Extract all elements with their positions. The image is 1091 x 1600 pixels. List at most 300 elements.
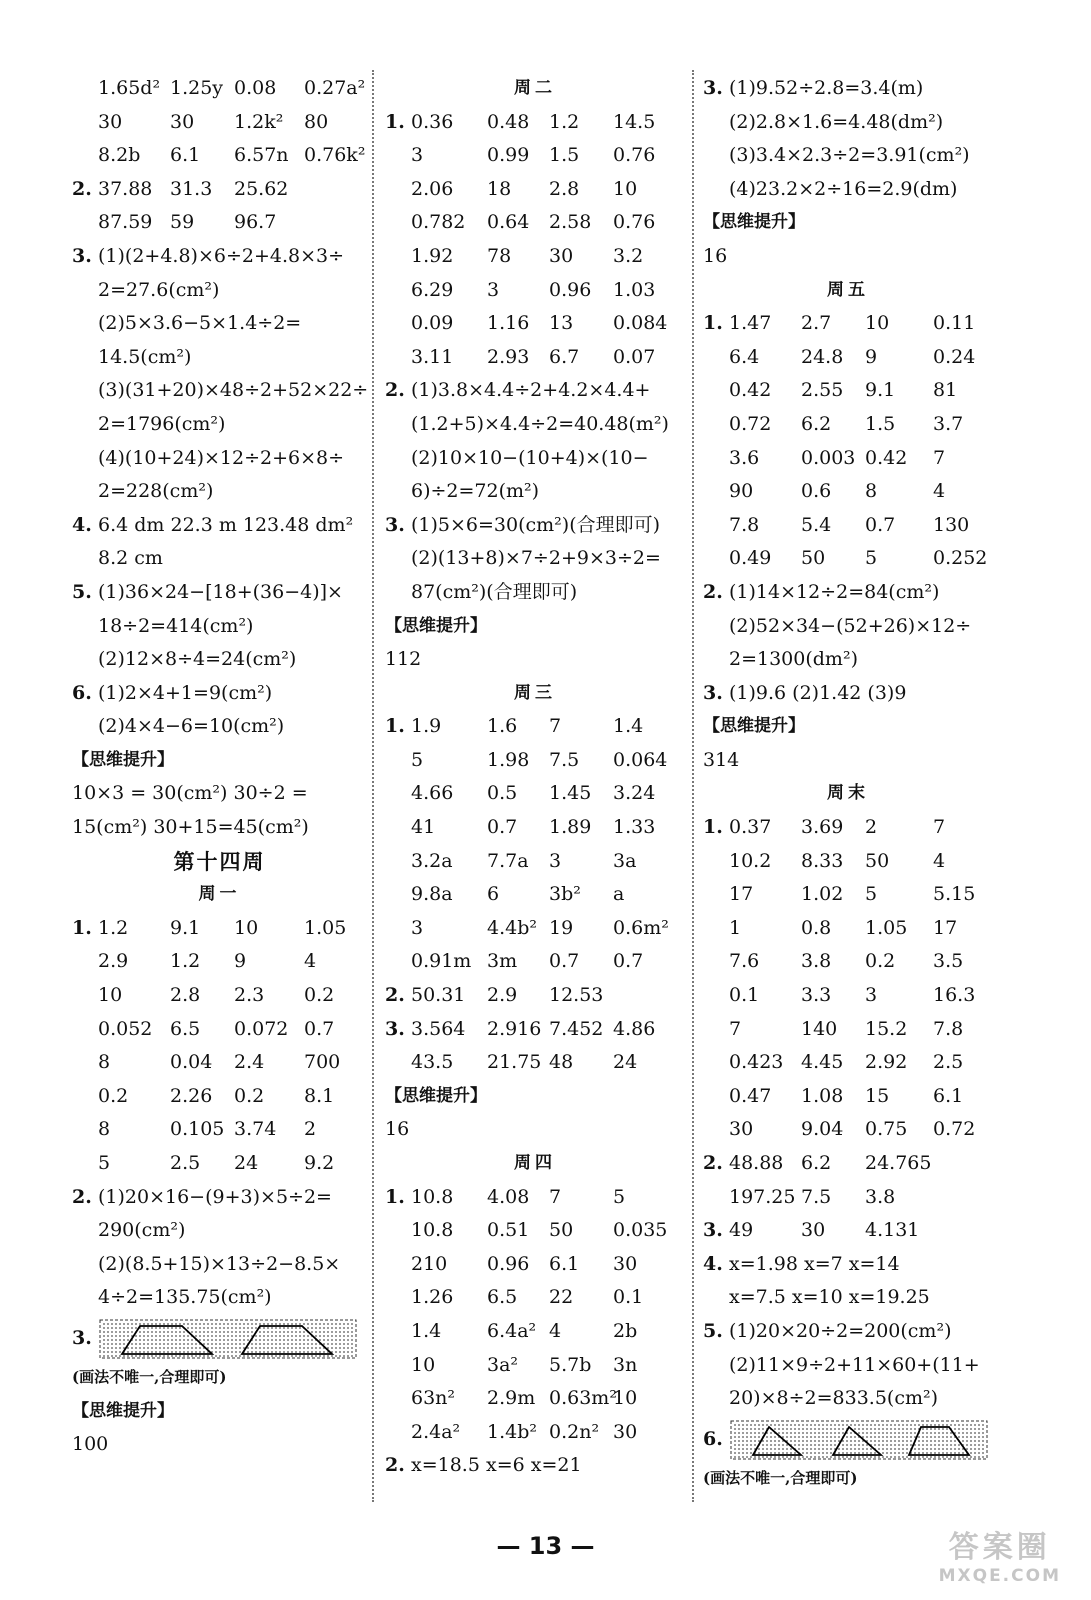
grid-dot bbox=[175, 1347, 177, 1349]
grid-dot bbox=[894, 1444, 896, 1446]
grid-dot bbox=[918, 1444, 920, 1446]
grid-dot bbox=[103, 1327, 105, 1329]
grid-dot bbox=[311, 1327, 313, 1329]
answer-cell: 0.064 bbox=[613, 748, 668, 771]
grid-dot bbox=[215, 1327, 217, 1329]
grid-dot bbox=[295, 1351, 297, 1353]
grid-dot bbox=[914, 1456, 916, 1458]
grid-dot bbox=[966, 1444, 968, 1446]
answer-cell: 2.06 bbox=[411, 177, 454, 200]
answer-text: x=18.5 x=6 x=21 bbox=[411, 1454, 582, 1477]
answer-cell: 22 bbox=[549, 1286, 574, 1309]
grid-dot bbox=[167, 1323, 169, 1325]
grid-dot bbox=[830, 1452, 832, 1454]
answer-row bbox=[703, 408, 993, 442]
grid-dot bbox=[838, 1456, 840, 1458]
grid-dot bbox=[902, 1452, 904, 1454]
answer-cell: 30 bbox=[613, 1252, 638, 1275]
answer-cell: 0.7 bbox=[865, 513, 896, 536]
answer-text: (1)3.8×4.4÷2+4.2×4.4+ bbox=[411, 379, 651, 402]
grid-dot bbox=[339, 1335, 341, 1337]
grid-dot bbox=[227, 1335, 229, 1337]
grid-dot bbox=[786, 1424, 788, 1426]
grid-dot bbox=[123, 1323, 125, 1325]
grid-dot bbox=[167, 1327, 169, 1329]
grid-dot bbox=[227, 1351, 229, 1353]
grid-dot bbox=[255, 1351, 257, 1353]
grid-dot bbox=[195, 1327, 197, 1329]
grid-dot bbox=[243, 1355, 245, 1357]
grid-dot bbox=[842, 1452, 844, 1454]
grid-dot bbox=[862, 1456, 864, 1458]
grid-dot bbox=[826, 1432, 828, 1434]
grid-dot bbox=[287, 1355, 289, 1357]
grid-dot bbox=[954, 1448, 956, 1450]
grid-dot bbox=[858, 1424, 860, 1426]
grid-dot bbox=[139, 1343, 141, 1345]
grid-dot bbox=[219, 1335, 221, 1337]
grid-dot bbox=[183, 1323, 185, 1325]
page-number: — 13 — bbox=[496, 1532, 595, 1560]
grid-dot bbox=[898, 1436, 900, 1438]
grid-dot bbox=[958, 1436, 960, 1438]
answer-cell: 0.76k² bbox=[304, 144, 366, 167]
grid-dot bbox=[315, 1323, 317, 1325]
grid-dot bbox=[271, 1347, 273, 1349]
answer-cell: 3.2 bbox=[613, 244, 644, 267]
grid-dot bbox=[942, 1432, 944, 1434]
grid-dot bbox=[758, 1436, 760, 1438]
grid-dot bbox=[798, 1444, 800, 1446]
answer-cell: 5 bbox=[865, 883, 878, 906]
grid-dot bbox=[235, 1331, 237, 1333]
answer-cell: 0.37 bbox=[729, 816, 772, 839]
grid-dot bbox=[822, 1424, 824, 1426]
grid-dot bbox=[890, 1456, 892, 1458]
grid-dot bbox=[794, 1424, 796, 1426]
grid-dot bbox=[898, 1424, 900, 1426]
grid-dot bbox=[950, 1448, 952, 1450]
answer-row bbox=[703, 442, 993, 476]
grid-dot bbox=[335, 1339, 337, 1341]
triangle-shape bbox=[753, 1427, 801, 1455]
grid-dot bbox=[918, 1436, 920, 1438]
grid-dot bbox=[115, 1343, 117, 1345]
grid-dot bbox=[155, 1331, 157, 1333]
grid-dot bbox=[734, 1436, 736, 1438]
grid-dot bbox=[938, 1440, 940, 1442]
grid-dot bbox=[259, 1323, 261, 1325]
answer-cell: 3a bbox=[613, 849, 637, 872]
grid-dot bbox=[319, 1335, 321, 1337]
answer-cell: 7.452 bbox=[549, 1017, 604, 1040]
answer-cell: 2.3 bbox=[234, 984, 265, 1007]
grid-dot bbox=[790, 1424, 792, 1426]
grid-dot bbox=[287, 1323, 289, 1325]
grid-dot bbox=[335, 1323, 337, 1325]
grid-dot bbox=[746, 1440, 748, 1442]
answer-cell: 16.3 bbox=[933, 984, 976, 1007]
answer-cell: 15 bbox=[865, 1084, 890, 1107]
answer-cell: 3.564 bbox=[411, 1017, 466, 1040]
grid-dot bbox=[227, 1343, 229, 1345]
grid-dot bbox=[331, 1343, 333, 1345]
grid-dot bbox=[219, 1339, 221, 1341]
grid-dot bbox=[870, 1424, 872, 1426]
grid-dot bbox=[195, 1323, 197, 1325]
grid-dot bbox=[135, 1351, 137, 1353]
grid-dot bbox=[223, 1331, 225, 1333]
answer-cell: 50.31 bbox=[411, 984, 466, 1007]
grid-dot bbox=[886, 1448, 888, 1450]
answer-cell: 6.29 bbox=[411, 278, 454, 301]
grid-dot bbox=[251, 1331, 253, 1333]
grid-dot bbox=[978, 1456, 980, 1458]
answer-line: 10×3 = 30(cm²) 30÷2 = bbox=[72, 782, 308, 805]
answer-line bbox=[72, 1181, 367, 1215]
grid-dot bbox=[323, 1343, 325, 1345]
grid-dot bbox=[163, 1347, 165, 1349]
answer-cell: 0.27a² bbox=[304, 77, 366, 99]
grid-dot bbox=[906, 1440, 908, 1442]
grid-dot bbox=[199, 1347, 201, 1349]
grid-dot bbox=[283, 1331, 285, 1333]
grid-dot bbox=[323, 1339, 325, 1341]
grid-dot bbox=[914, 1448, 916, 1450]
grid-dot bbox=[255, 1339, 257, 1341]
grid-dot bbox=[922, 1428, 924, 1430]
grid-dot bbox=[882, 1428, 884, 1430]
grid-dot bbox=[970, 1424, 972, 1426]
answer-row bbox=[703, 509, 993, 543]
grid-dot bbox=[191, 1331, 193, 1333]
grid-dot bbox=[878, 1440, 880, 1442]
answer-row bbox=[72, 139, 367, 173]
grid-dot bbox=[742, 1444, 744, 1446]
grid-dot bbox=[886, 1456, 888, 1458]
grid-dot bbox=[918, 1456, 920, 1458]
grid-dot bbox=[151, 1335, 153, 1337]
grid-dot bbox=[746, 1424, 748, 1426]
answer-cell: 9.1 bbox=[170, 916, 201, 939]
answer-cell: 0.08 bbox=[234, 77, 277, 99]
grid-dot bbox=[826, 1428, 828, 1430]
grid-dot bbox=[295, 1347, 297, 1349]
grid-dot bbox=[886, 1452, 888, 1454]
grid-dot bbox=[263, 1343, 265, 1345]
grid-dot bbox=[982, 1448, 984, 1450]
answer-cell: 1.47 bbox=[729, 312, 772, 335]
grid-dot bbox=[319, 1331, 321, 1333]
grid-dot bbox=[846, 1444, 848, 1446]
grid-dot bbox=[111, 1327, 113, 1329]
grid-dot bbox=[746, 1436, 748, 1438]
grid-dot bbox=[934, 1448, 936, 1450]
grid-dot bbox=[215, 1339, 217, 1341]
grid-dot bbox=[211, 1327, 213, 1329]
grid-dot bbox=[143, 1339, 145, 1341]
grid-dot bbox=[862, 1448, 864, 1450]
answer-line bbox=[72, 374, 367, 408]
answer-cell: 49 bbox=[729, 1219, 754, 1242]
grid-dot bbox=[267, 1327, 269, 1329]
grid-dot bbox=[271, 1331, 273, 1333]
grid-dot bbox=[351, 1335, 353, 1337]
answer-cell: 9.2 bbox=[304, 1152, 335, 1174]
grid-dot bbox=[327, 1355, 329, 1357]
grid-dot bbox=[135, 1343, 137, 1345]
section-label: 【思维提升】 bbox=[703, 212, 805, 233]
grid-dot bbox=[295, 1355, 297, 1357]
answer-text: 4÷2=135.75(cm²) bbox=[98, 1286, 272, 1309]
grid-dot bbox=[143, 1355, 145, 1357]
grid-dot bbox=[195, 1351, 197, 1353]
grid-dot bbox=[810, 1432, 812, 1434]
dot-grid-figure bbox=[98, 1318, 358, 1360]
grid-dot bbox=[930, 1436, 932, 1438]
grid-dot bbox=[798, 1456, 800, 1458]
answer-cell: 48 bbox=[549, 1051, 574, 1074]
grid-dot bbox=[758, 1424, 760, 1426]
answer-line bbox=[703, 1382, 993, 1416]
answer-cell: 0.1 bbox=[729, 984, 760, 1007]
grid-dot bbox=[890, 1448, 892, 1450]
grid-dot bbox=[742, 1456, 744, 1458]
answer-cell: 2.916 bbox=[487, 1017, 542, 1040]
answer-cell: 210 bbox=[411, 1252, 448, 1275]
answer-cell: 50 bbox=[801, 547, 826, 570]
grid-dot bbox=[886, 1436, 888, 1438]
grid-dot bbox=[778, 1448, 780, 1450]
grid-dot bbox=[331, 1339, 333, 1341]
grid-dot bbox=[351, 1343, 353, 1345]
grid-dot bbox=[127, 1323, 129, 1325]
grid-dot bbox=[870, 1432, 872, 1434]
answer-cell: 0.7 bbox=[549, 950, 580, 973]
grid-dot bbox=[966, 1440, 968, 1442]
grid-dot bbox=[299, 1355, 301, 1357]
answer-cell: 3 bbox=[411, 144, 424, 167]
grid-dot bbox=[922, 1436, 924, 1438]
question-number: 5. bbox=[703, 1319, 723, 1342]
question-number: 1. bbox=[385, 1185, 405, 1208]
grid-dot bbox=[974, 1436, 976, 1438]
grid-dot bbox=[946, 1424, 948, 1426]
answer-row bbox=[385, 777, 685, 811]
grid-dot bbox=[886, 1428, 888, 1430]
grid-dot bbox=[147, 1351, 149, 1353]
grid-dot bbox=[742, 1428, 744, 1430]
grid-dot bbox=[734, 1444, 736, 1446]
grid-dot bbox=[794, 1432, 796, 1434]
grid-dot bbox=[343, 1339, 345, 1341]
answer-text: 2=1300(dm²) bbox=[729, 648, 858, 671]
answer-row bbox=[72, 173, 367, 207]
answer-line bbox=[703, 1315, 993, 1349]
grid-dot bbox=[207, 1323, 209, 1325]
grid-dot bbox=[343, 1355, 345, 1357]
answer-row bbox=[703, 307, 993, 341]
question-number: 6. bbox=[703, 1427, 723, 1450]
answer-cell: 2b bbox=[613, 1319, 638, 1342]
answer-text: 14.5(cm²) bbox=[98, 345, 192, 368]
answer-cell: 8 bbox=[98, 1118, 111, 1141]
grid-dot bbox=[738, 1456, 740, 1458]
grid-dot bbox=[199, 1335, 201, 1337]
answer-text: x=7.5 x=10 x=19.25 bbox=[729, 1286, 930, 1309]
grid-dot bbox=[798, 1432, 800, 1434]
question-number: 3. bbox=[703, 1219, 723, 1242]
grid-dot bbox=[159, 1343, 161, 1345]
answer-cell: 10 bbox=[234, 916, 259, 939]
grid-dot bbox=[822, 1444, 824, 1446]
grid-dot bbox=[854, 1444, 856, 1446]
grid-dot bbox=[766, 1436, 768, 1438]
grid-dot bbox=[734, 1452, 736, 1454]
grid-dot bbox=[303, 1339, 305, 1341]
answer-row bbox=[385, 845, 685, 879]
grid-dot bbox=[738, 1448, 740, 1450]
grid-dot bbox=[946, 1432, 948, 1434]
answer-cell: 2.9 bbox=[487, 984, 518, 1007]
grid-dot bbox=[151, 1355, 153, 1357]
grid-dot bbox=[139, 1323, 141, 1325]
grid-dot bbox=[335, 1351, 337, 1353]
grid-dot bbox=[962, 1452, 964, 1454]
grid-dot bbox=[874, 1428, 876, 1430]
answer-cell: 1.03 bbox=[613, 278, 656, 301]
grid-dot bbox=[279, 1335, 281, 1337]
grid-dot bbox=[199, 1327, 201, 1329]
grid-dot bbox=[958, 1448, 960, 1450]
grid-dot bbox=[211, 1347, 213, 1349]
grid-dot bbox=[195, 1343, 197, 1345]
answer-cell: 25.62 bbox=[234, 177, 289, 200]
answer-cell: 10.8 bbox=[411, 1185, 454, 1208]
answer-line bbox=[72, 1315, 367, 1361]
grid-dot bbox=[814, 1448, 816, 1450]
triangle-shape bbox=[833, 1427, 881, 1455]
grid-dot bbox=[786, 1432, 788, 1434]
grid-dot bbox=[742, 1432, 744, 1434]
grid-dot bbox=[922, 1432, 924, 1434]
grid-dot bbox=[279, 1351, 281, 1353]
grid-dot bbox=[175, 1355, 177, 1357]
answer-cell: 2 bbox=[865, 816, 878, 839]
answer-cell: 1.33 bbox=[613, 816, 656, 839]
grid-dot bbox=[183, 1339, 185, 1341]
answer-cell: 15.2 bbox=[865, 1017, 908, 1040]
grid-dot bbox=[870, 1428, 872, 1430]
answer-line bbox=[72, 610, 367, 644]
grid-dot bbox=[906, 1452, 908, 1454]
answer-cell: 4 bbox=[933, 480, 946, 503]
answer-cell: 1.45 bbox=[549, 782, 592, 805]
answer-cell: 6.1 bbox=[170, 144, 201, 167]
grid-dot bbox=[207, 1335, 209, 1337]
grid-dot bbox=[115, 1339, 117, 1341]
answer-row bbox=[72, 1147, 367, 1181]
grid-dot bbox=[323, 1355, 325, 1357]
grid-dot bbox=[239, 1323, 241, 1325]
question-number: 3. bbox=[72, 1326, 92, 1349]
grid-dot bbox=[215, 1351, 217, 1353]
grid-dot bbox=[331, 1335, 333, 1337]
grid-dot bbox=[734, 1440, 736, 1442]
grid-dot bbox=[838, 1436, 840, 1438]
grid-dot bbox=[922, 1424, 924, 1426]
answer-text: (2)12×8÷4=24(cm²) bbox=[98, 648, 297, 671]
grid-dot bbox=[830, 1436, 832, 1438]
grid-dot bbox=[199, 1351, 201, 1353]
grid-dot bbox=[107, 1343, 109, 1345]
grid-dot bbox=[339, 1355, 341, 1357]
grid-dot bbox=[267, 1323, 269, 1325]
grid-dot bbox=[758, 1432, 760, 1434]
grid-dot bbox=[882, 1444, 884, 1446]
grid-dot bbox=[790, 1436, 792, 1438]
grid-dot bbox=[103, 1347, 105, 1349]
grid-dot bbox=[251, 1347, 253, 1349]
grid-dot bbox=[734, 1432, 736, 1434]
grid-dot bbox=[890, 1440, 892, 1442]
grid-dot bbox=[958, 1444, 960, 1446]
grid-dot bbox=[191, 1327, 193, 1329]
grid-dot bbox=[934, 1456, 936, 1458]
grid-dot bbox=[291, 1331, 293, 1333]
day-heading: 周末 bbox=[827, 783, 869, 804]
grid-dot bbox=[263, 1339, 265, 1341]
grid-dot bbox=[187, 1335, 189, 1337]
answer-line bbox=[703, 1416, 993, 1462]
grid-dot bbox=[842, 1444, 844, 1446]
grid-dot bbox=[135, 1335, 137, 1337]
question-number: 5. bbox=[72, 580, 92, 603]
grid-dot bbox=[335, 1343, 337, 1345]
grid-dot bbox=[802, 1448, 804, 1450]
grid-dot bbox=[291, 1327, 293, 1329]
grid-dot bbox=[199, 1331, 201, 1333]
grid-dot bbox=[267, 1351, 269, 1353]
watermark-text: 答案圈 bbox=[948, 1530, 1051, 1565]
grid-dot bbox=[814, 1424, 816, 1426]
answer-row bbox=[385, 1382, 685, 1416]
answer-cell: 0.96 bbox=[549, 278, 592, 301]
grid-dot bbox=[918, 1424, 920, 1426]
grid-dot bbox=[778, 1440, 780, 1442]
grid-dot bbox=[842, 1424, 844, 1426]
grid-dot bbox=[818, 1448, 820, 1450]
grid-dot bbox=[978, 1444, 980, 1446]
grid-dot bbox=[351, 1351, 353, 1353]
answer-line bbox=[703, 173, 993, 207]
grid-dot bbox=[319, 1327, 321, 1329]
grid-dot bbox=[251, 1355, 253, 1357]
grid-dot bbox=[762, 1452, 764, 1454]
grid-dot bbox=[802, 1428, 804, 1430]
grid-dot bbox=[906, 1444, 908, 1446]
grid-dot bbox=[846, 1440, 848, 1442]
grid-dot bbox=[235, 1343, 237, 1345]
grid-dot bbox=[926, 1444, 928, 1446]
grid-dot bbox=[307, 1343, 309, 1345]
grid-dot bbox=[239, 1343, 241, 1345]
grid-dot bbox=[898, 1432, 900, 1434]
grid-dot bbox=[930, 1432, 932, 1434]
grid-dot bbox=[151, 1323, 153, 1325]
grid-dot bbox=[179, 1331, 181, 1333]
grid-dot bbox=[750, 1436, 752, 1438]
